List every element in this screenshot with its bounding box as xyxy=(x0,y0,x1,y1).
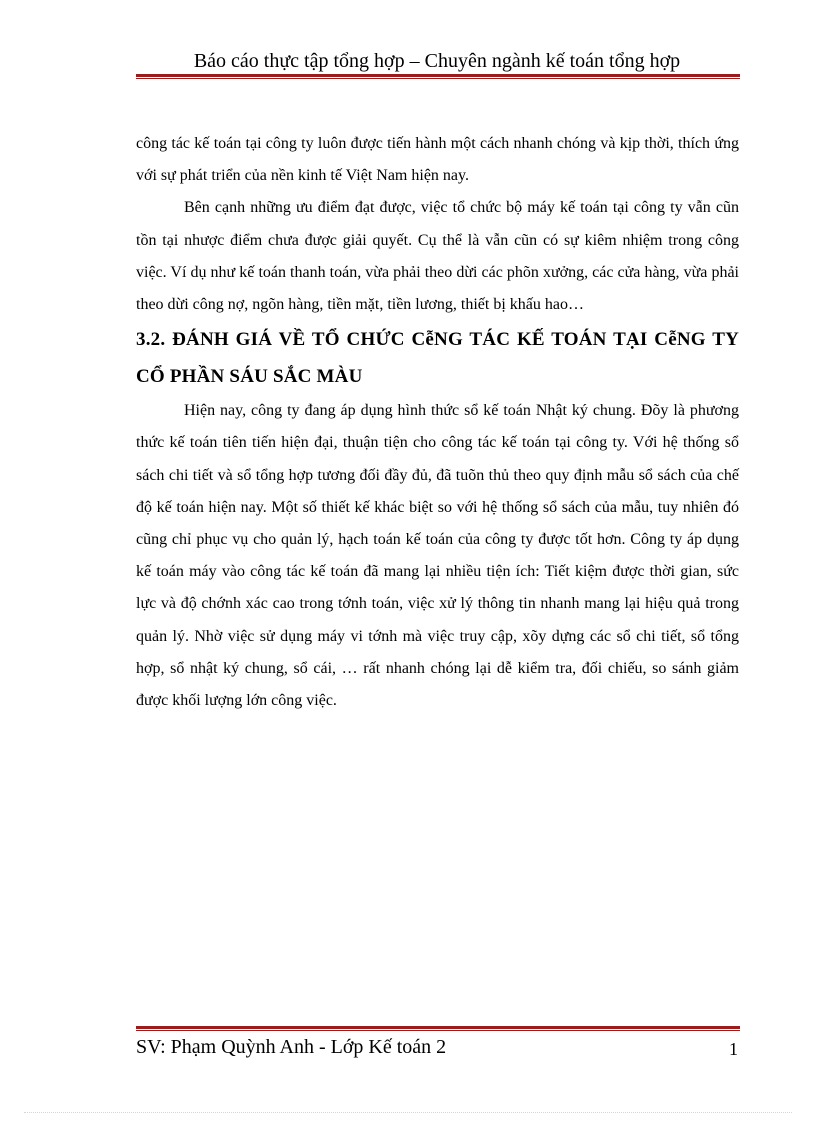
footer-author: SV: Phạm Quỳnh Anh - Lớp Kế toán 2 xyxy=(136,1036,447,1058)
footer-divider-thin-line xyxy=(136,1030,740,1031)
body-paragraph-2: Bên cạnh những ưu điểm đạt được, việc tổ chức bộ máy kế toán tại công ty vẫn cũn tồn tại nhược điểm chưa được giải quyết. Cụ thể là vẫn cũn có sự kiêm nhiệm trong công việc. Ví dụ như kế toán thanh toán, vừa phải theo dừi các phõn xưởng, các cửa hàng, vừa phải theo dừi công nợ, ngõn hàng, tiền mặt, tiền lương, thiết bị khấu hao… xyxy=(136,199,739,314)
page-bottom-dotted-border xyxy=(24,1112,792,1113)
body-paragraph-1: công tác kế toán tại công ty luôn được tiến hành một cách nhanh chóng và kịp thời, thích ứng với sự phát triển của nền kinh tế Việt Nam hiện nay. xyxy=(136,135,739,185)
body-paragraph-3: Hiện nay, công ty đang áp dụng hình thức sổ kế toán Nhật ký chung. Đõy là phương thức kế toán tiên tiến hiện đại, thuận tiện cho công tác kế toán tại công ty. Với hệ thống sổ sách chi tiết và sổ tổng hợp tương đối đầy đủ, đã tuõn thủ theo quy định mẫu sổ sách của chế độ kế toán hiện nay. Một số thiết kế khác biệt so với hệ thống sổ sách của mẫu, tuy nhiên đó cũng chỉ phục vụ cho quản lý, hạch toán kế toán của công ty được tốt hơn. Công ty áp dụng kế toán máy vào công tác kế toán đã mang lại nhiều tiện ích: Tiết kiệm được thời gian, sức lực và độ chớnh xác cao trong tớnh toán, việc xử lý thông tin nhanh mang lại hiệu quả trong quản lý. Nhờ việc sử dụng máy vi tớnh mà việc truy cập, xõy dựng các sổ chi tiết, sổ tổng hợp, sổ nhật ký chung, sổ cái, … rất nhanh chóng lại dễ kiểm tra, đối chiếu, so sánh giảm được khối lượng lớn công việc. xyxy=(136,402,739,710)
header-divider-thin-line xyxy=(136,78,740,79)
footer-divider xyxy=(136,1026,740,1031)
document-body xyxy=(136,128,739,717)
section-heading: 3.2. ĐÁNH GIÁ VỀ TỔ CHỨC CễNG TÁC KẾ TOÁN TẠI CễNG TY CỔ PHẦN SÁU SẮC MÀU xyxy=(136,329,739,388)
page-header-title: Báo cáo thực tập tổng hợp – Chuyên ngành kế toán tổng hợp xyxy=(193,50,681,72)
page-number: 1 xyxy=(729,1039,738,1059)
header-divider xyxy=(136,74,740,79)
